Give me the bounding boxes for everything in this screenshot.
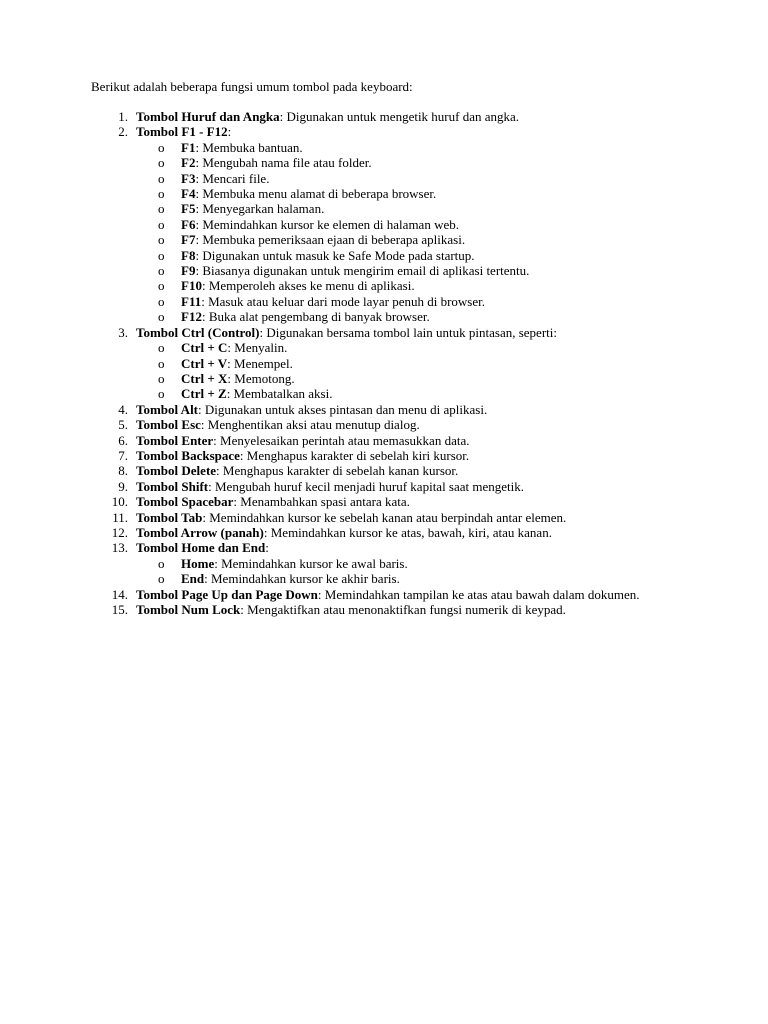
bullet-icon: o — [158, 139, 165, 155]
list-number: 3. — [118, 324, 128, 340]
key-description: : — [265, 540, 269, 556]
key-title: Tombol Huruf dan Angka — [136, 109, 280, 124]
bullet-icon: o — [158, 170, 165, 186]
bullet-icon: o — [158, 201, 165, 217]
key-description: : Digunakan untuk akses pintasan dan menu di aplikasi. — [198, 401, 488, 417]
key-title: Tombol Shift — [136, 478, 209, 494]
sub-key-title: F3 — [181, 170, 196, 186]
sub-key-title: F7 — [181, 232, 196, 248]
sub-list-item — [0, 278, 663, 293]
key-description: : Digunakan untuk mengetik huruf dan angka. — [279, 109, 520, 124]
list-item — [0, 602, 768, 617]
bullet-icon: o — [158, 247, 165, 263]
sub-list-item — [0, 232, 663, 247]
list-item — [0, 510, 768, 525]
sub-key-title: Ctrl + V — [181, 355, 228, 371]
key-title: Tombol Tab — [136, 509, 203, 525]
sub-key-description: : Memperoleh akses ke menu di aplikasi. — [201, 278, 415, 294]
sub-list-item — [0, 201, 663, 216]
key-title: Tombol Enter — [136, 432, 214, 448]
sub-key-description: : Menyegarkan halaman. — [195, 201, 325, 217]
sub-key-description: : Memindahkan kursor ke akhir baris. — [204, 571, 400, 587]
list-item — [0, 433, 768, 448]
list-number: 7. — [118, 447, 128, 463]
key-description: : Menyelesaikan perintah atau memasukkan data. — [213, 432, 470, 448]
sub-list — [0, 556, 663, 587]
sub-key-description: : Digunakan untuk masuk ke Safe Mode pada startup. — [195, 247, 475, 263]
sub-list-item — [0, 371, 663, 386]
sub-key-title: F9 — [181, 263, 196, 279]
bullet-icon: o — [158, 355, 165, 371]
sub-list-item — [0, 217, 663, 232]
list-item — [0, 587, 768, 602]
list-number: 11. — [112, 509, 128, 525]
list-number: 10. — [111, 494, 128, 510]
sub-list-item — [0, 155, 663, 170]
sub-key-title: Ctrl + X — [181, 370, 228, 386]
list-number: 12. — [111, 524, 128, 540]
bullet-icon: o — [158, 370, 165, 386]
list-number: 1. — [118, 109, 128, 124]
bullet-icon: o — [158, 555, 165, 571]
bullet-icon: o — [158, 216, 165, 232]
key-description: : Menghapus karakter di sebelah kanan kursor. — [216, 463, 459, 479]
bullet-icon: o — [158, 386, 165, 402]
list-item — [0, 479, 768, 494]
list-item — [0, 463, 768, 478]
intro-paragraph: Berikut adalah beberapa fungsi umum tombol pada keyboard: — [91, 79, 413, 94]
sub-list-item — [0, 140, 663, 155]
sub-key-title: End — [181, 571, 205, 587]
key-description: : Digunakan bersama tombol lain untuk pintasan, seperti: — [259, 324, 557, 340]
sub-list-item — [0, 571, 663, 586]
key-title: Tombol Home dan End — [136, 540, 266, 556]
sub-key-description: : Membuka menu alamat di beberapa browser. — [195, 186, 437, 202]
sub-key-description: : Memotong. — [227, 370, 295, 386]
sub-list-item — [0, 356, 663, 371]
sub-list — [0, 140, 663, 325]
key-description: : Memindahkan tampilan ke atas atau bawah dalam dokumen. — [317, 586, 640, 602]
bullet-icon: o — [158, 155, 165, 171]
list-item — [0, 417, 768, 432]
list-number: 5. — [118, 417, 128, 433]
bullet-icon: o — [158, 309, 165, 325]
key-title: Tombol Alt — [136, 401, 199, 417]
list-number: 13. — [111, 540, 128, 556]
key-description: : Memindahkan kursor ke sebelah kanan atau berpindah antar elemen. — [202, 509, 567, 525]
key-title: Tombol Delete — [136, 463, 217, 479]
key-description: : Mengubah huruf kecil menjadi huruf kapital saat mengetik. — [208, 478, 525, 494]
list-item — [0, 402, 768, 417]
sub-key-title: F5 — [181, 201, 196, 217]
key-description: : — [227, 124, 232, 140]
sub-key-description: : Mencari file. — [195, 170, 270, 186]
key-title: Tombol Esc — [136, 417, 201, 433]
sub-key-description: : Menempel. — [227, 355, 293, 371]
sub-list-item — [0, 386, 663, 401]
list-item — [0, 448, 768, 463]
key-title: Tombol Arrow (panah) — [136, 524, 264, 540]
sub-list-item — [0, 171, 663, 186]
sub-key-title: F4 — [181, 186, 196, 202]
bullet-icon: o — [158, 263, 165, 279]
sub-key-title: F11 — [181, 293, 202, 309]
list-item — [0, 124, 768, 324]
list-number: 9. — [118, 478, 128, 494]
list-number: 8. — [118, 463, 128, 479]
sub-list-item — [0, 309, 663, 324]
sub-list-item — [0, 186, 663, 201]
list-number: 15. — [111, 602, 128, 617]
key-title: Tombol Backspace — [136, 447, 240, 463]
bullet-icon: o — [158, 571, 165, 587]
key-title: Tombol Ctrl (Control) — [136, 324, 260, 340]
list-item — [0, 109, 768, 124]
sub-key-description: : Membuka pemeriksaan ejaan di beberapa aplikasi. — [195, 232, 466, 248]
sub-list-item — [0, 294, 663, 309]
sub-key-title: F2 — [181, 155, 196, 171]
bullet-icon: o — [158, 293, 165, 309]
key-title: Tombol Page Up dan Page Down — [136, 586, 318, 602]
key-description: : Mengaktifkan atau menonaktifkan fungsi numerik di keypad. — [240, 602, 566, 617]
sub-key-title: Ctrl + Z — [181, 386, 227, 402]
key-description: : Menghapus karakter di sebelah kiri kursor. — [239, 447, 470, 463]
sub-key-description: : Biasanya digunakan untuk mengirim email di aplikasi tertentu. — [195, 263, 530, 279]
sub-key-description: : Memindahkan kursor ke elemen di halaman web. — [195, 216, 459, 232]
list-item — [0, 540, 768, 586]
list-number: 6. — [118, 432, 128, 448]
key-description: : Menambahkan spasi antara kata. — [233, 494, 410, 510]
key-title: Tombol Num Lock — [136, 602, 241, 617]
list-number: 14. — [111, 586, 128, 602]
sub-list-item — [0, 248, 663, 263]
sub-key-title: F1 — [181, 139, 196, 155]
sub-key-description: : Membatalkan aksi. — [226, 386, 333, 402]
sub-key-title: F12 — [181, 309, 202, 325]
key-description: : Memindahkan kursor ke atas, bawah, kiri, atau kanan. — [263, 524, 552, 540]
list-item — [0, 525, 768, 540]
list-item — [0, 325, 768, 402]
sub-key-description: : Menyalin. — [227, 340, 288, 356]
list-number: 4. — [118, 401, 128, 417]
list-item — [0, 494, 768, 509]
bullet-icon: o — [158, 186, 165, 202]
key-description: : Menghentikan aksi atau menutup dialog. — [200, 417, 420, 433]
sub-key-description: : Membuka bantuan. — [195, 139, 303, 155]
list-number: 2. — [118, 124, 128, 140]
sub-list — [0, 340, 663, 402]
keyboard-functions-list — [0, 109, 768, 617]
sub-key-title: Ctrl + C — [181, 340, 228, 356]
sub-key-description: : Mengubah nama file atau folder. — [195, 155, 372, 171]
sub-key-description: : Buka alat pengembang di banyak browser. — [201, 309, 430, 325]
bullet-icon: o — [158, 278, 165, 294]
sub-key-description: : Memindahkan kursor ke awal baris. — [214, 555, 408, 571]
sub-list-item — [0, 263, 663, 278]
bullet-icon: o — [158, 340, 165, 356]
key-title: Tombol F1 - F12 — [136, 124, 228, 140]
sub-key-description: : Masuk atau keluar dari mode layar penuh di browser. — [201, 293, 485, 309]
sub-key-title: Home — [181, 555, 215, 571]
key-title: Tombol Spacebar — [136, 494, 234, 510]
sub-list-item — [0, 340, 663, 355]
sub-list-item — [0, 556, 663, 571]
sub-key-title: F8 — [181, 247, 196, 263]
bullet-icon: o — [158, 232, 165, 248]
sub-key-title: F6 — [181, 216, 196, 232]
sub-key-title: F10 — [181, 278, 202, 294]
